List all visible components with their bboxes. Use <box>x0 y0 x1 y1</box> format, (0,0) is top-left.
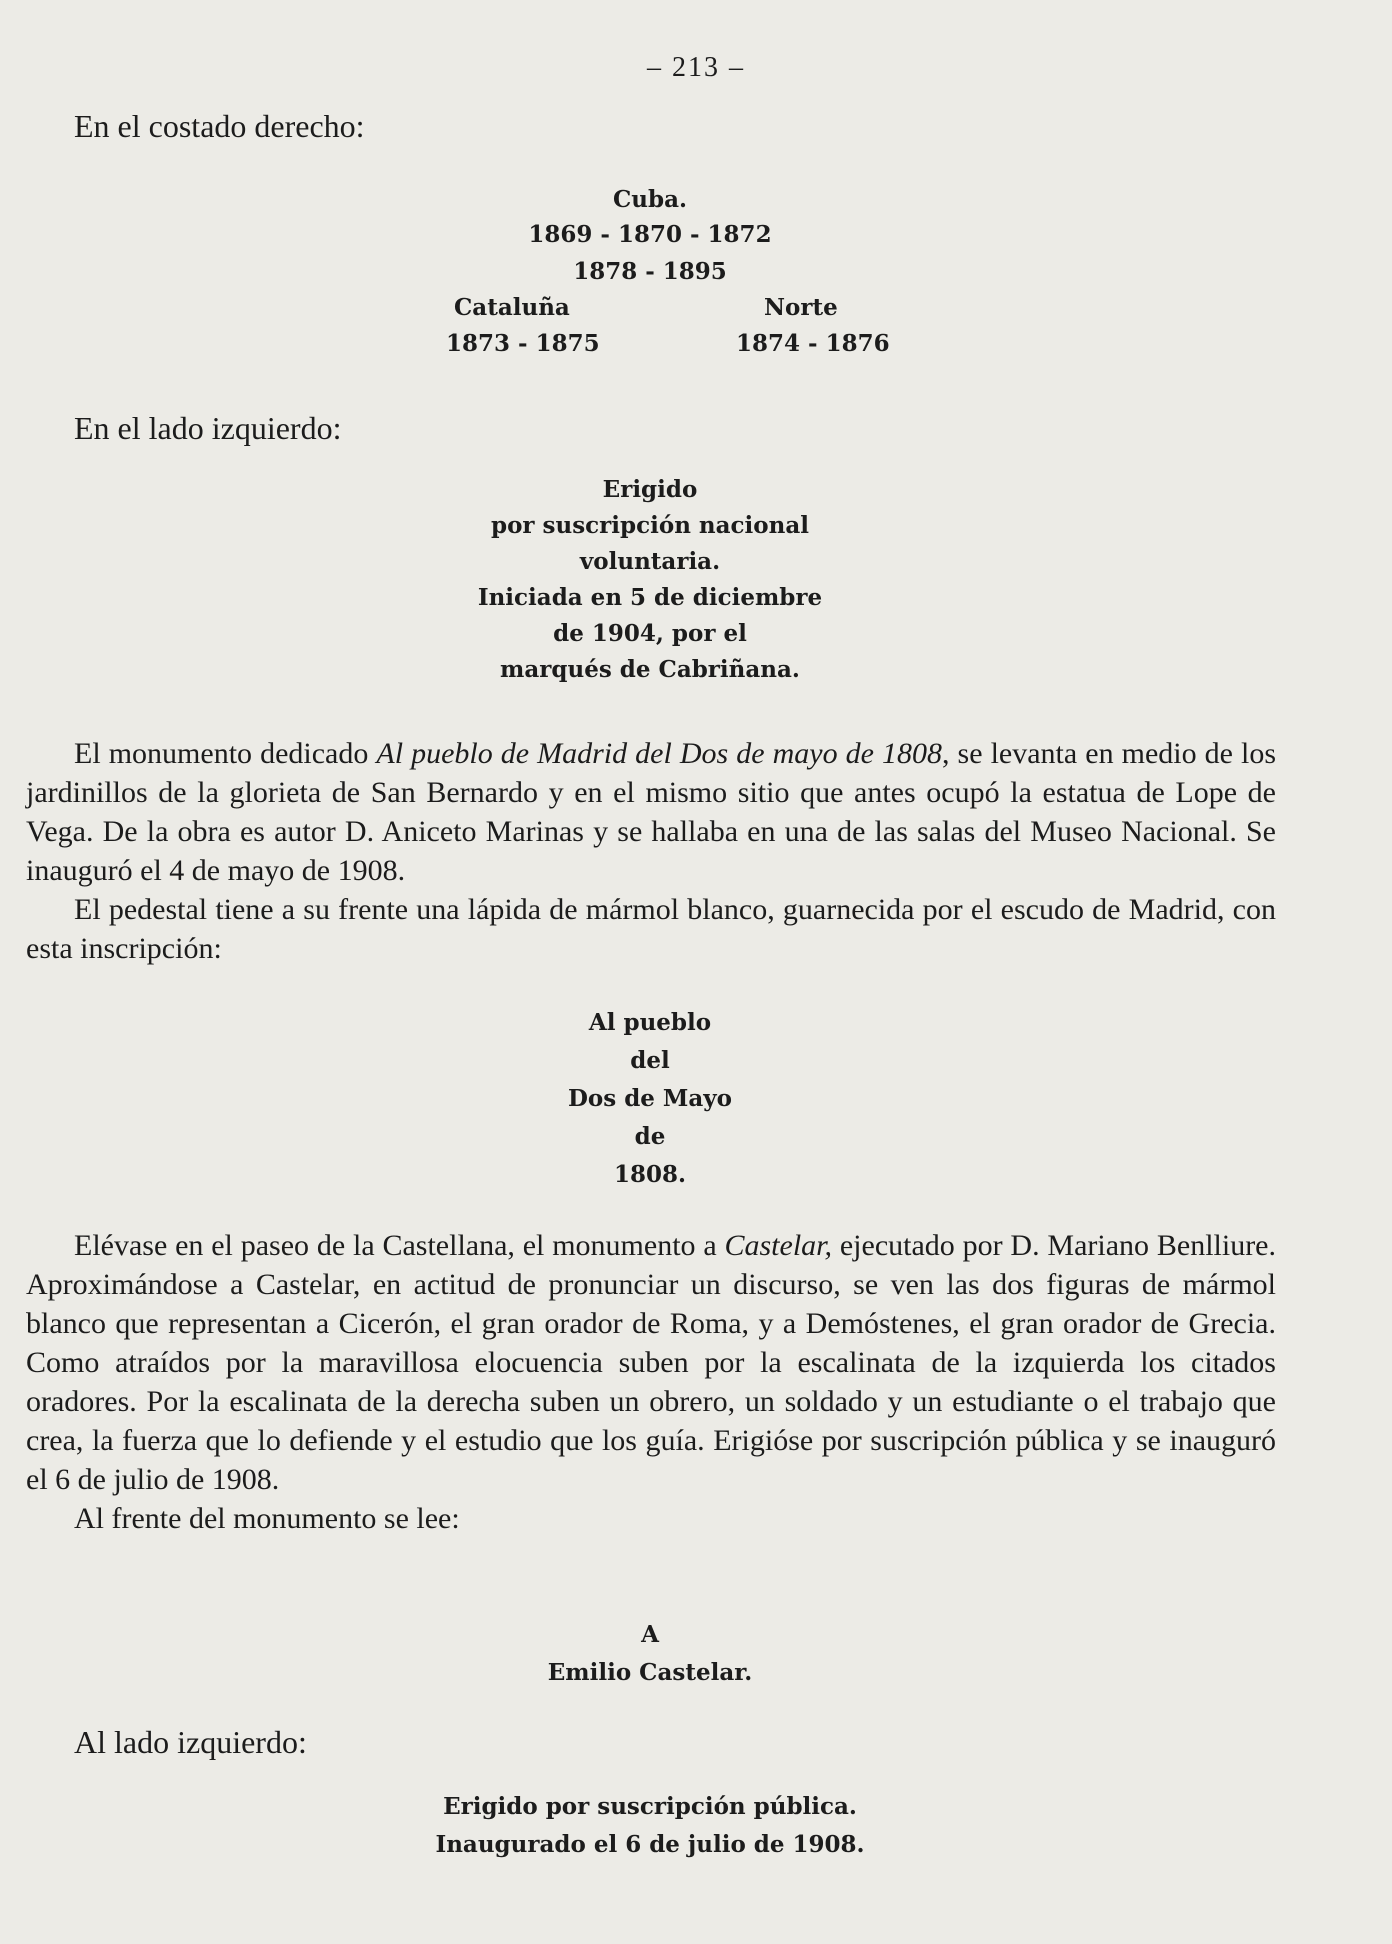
paragraph-dos-de-mayo <box>26 734 1276 968</box>
inscription-cataluna: Cataluña <box>454 294 570 321</box>
paragraph-text: El pedestal tiene a su frente una lápida de mármol blanco, guarnecida por el escudo de Madrid, con esta inscripción: <box>26 893 1276 965</box>
inscription-line: Emilio Castelar. <box>547 1659 753 1686</box>
text-run: , se levanta en medio de los jardinillos de la glorieta de San Bernardo y en el mismo sitio que antes ocupó la estatua de Lope de Vega. De la obra es autor D. Aniceto Marinas y se hallaba en una de las salas del Museo Nacional. Se inauguró el 4 de mayo de 1908. <box>26 737 1277 887</box>
inscription-line: de 1904, por el <box>553 620 747 647</box>
inscription-line: de <box>634 1123 666 1150</box>
inscription-erigido-block <box>0 472 1300 688</box>
text-run: Elévase en el paseo de la Castellana, el monumento a <box>74 1229 725 1262</box>
paragraph-text: Al frente del monumento se lee: <box>74 1502 460 1535</box>
paragraph-text <box>26 734 1276 890</box>
inscription-cuba-years-2: 1878 - 1895 <box>573 258 727 285</box>
inscription-cuba: Cuba. <box>612 186 688 213</box>
inscription-line: del <box>630 1047 670 1074</box>
inscription-line: Inaugurado el 6 de julio de 1908. <box>435 1831 865 1858</box>
page-number: – 213 – <box>647 52 745 83</box>
inscription-line: Erigido por suscripción pública. <box>443 1793 857 1820</box>
inscription-line: voluntaria. <box>579 548 721 575</box>
inscription-dos-de-mayo <box>0 1004 1300 1194</box>
inscription-line: por suscripción nacional <box>491 512 809 539</box>
inscription-line: Al pueblo <box>588 1009 712 1036</box>
inscription-erigido-publica <box>0 1788 1300 1864</box>
text-run: ejecutado por D. Mariano Benlliure. Aproximándose a Castelar, en actitud de pronunciar un discurso, se ven las dos figuras de mármol blanco que representan a Cicerón, el gran orador de Roma, y a Demóstenes, el gran orador de Grecia. Como atraídos por la maravillosa elocuencia suben por la escalinata de la izquierda los citados oradores. Por la escalinata de la derecha suben un obrero, un soldado y un estudiante o el trabajo que crea, la fuerza que lo defiende y el estudio que los guía. Erigióse por suscripción pública y se inauguró el 6 de julio de 1908. <box>26 1229 1276 1496</box>
heading-al-lado-izquierdo: Al lado izquierdo: <box>74 1724 307 1760</box>
italic-title: Castelar, <box>724 1229 833 1262</box>
heading-lado-izquierdo: En el lado izquierdo: <box>74 410 342 446</box>
inscription-cuba-years-1: 1869 - 1870 - 1872 <box>528 221 772 248</box>
inscription-line: A <box>641 1621 659 1648</box>
inscription-line: marqués de Cabriñana. <box>500 656 800 683</box>
inscription-line: Erigido <box>602 476 698 503</box>
paragraph-castelar <box>26 1226 1276 1538</box>
inscription-line: Iniciada en 5 de diciembre <box>477 584 823 611</box>
inscription-norte: Norte <box>764 294 838 321</box>
paragraph-text <box>26 1226 1276 1499</box>
inscription-line: 1808. <box>613 1161 687 1188</box>
text-run: El monumento dedicado <box>74 737 377 770</box>
italic-title: Al pueblo de Madrid del Dos de mayo de 1808 <box>376 737 943 770</box>
inscription-line: Dos de Mayo <box>567 1085 733 1112</box>
inscription-castelar <box>0 1616 1300 1692</box>
inscription-cataluna-years: 1873 - 1875 <box>446 330 600 357</box>
inscription-norte-years: 1874 - 1876 <box>736 330 890 357</box>
heading-costado-derecho: En el costado derecho: <box>74 108 365 144</box>
